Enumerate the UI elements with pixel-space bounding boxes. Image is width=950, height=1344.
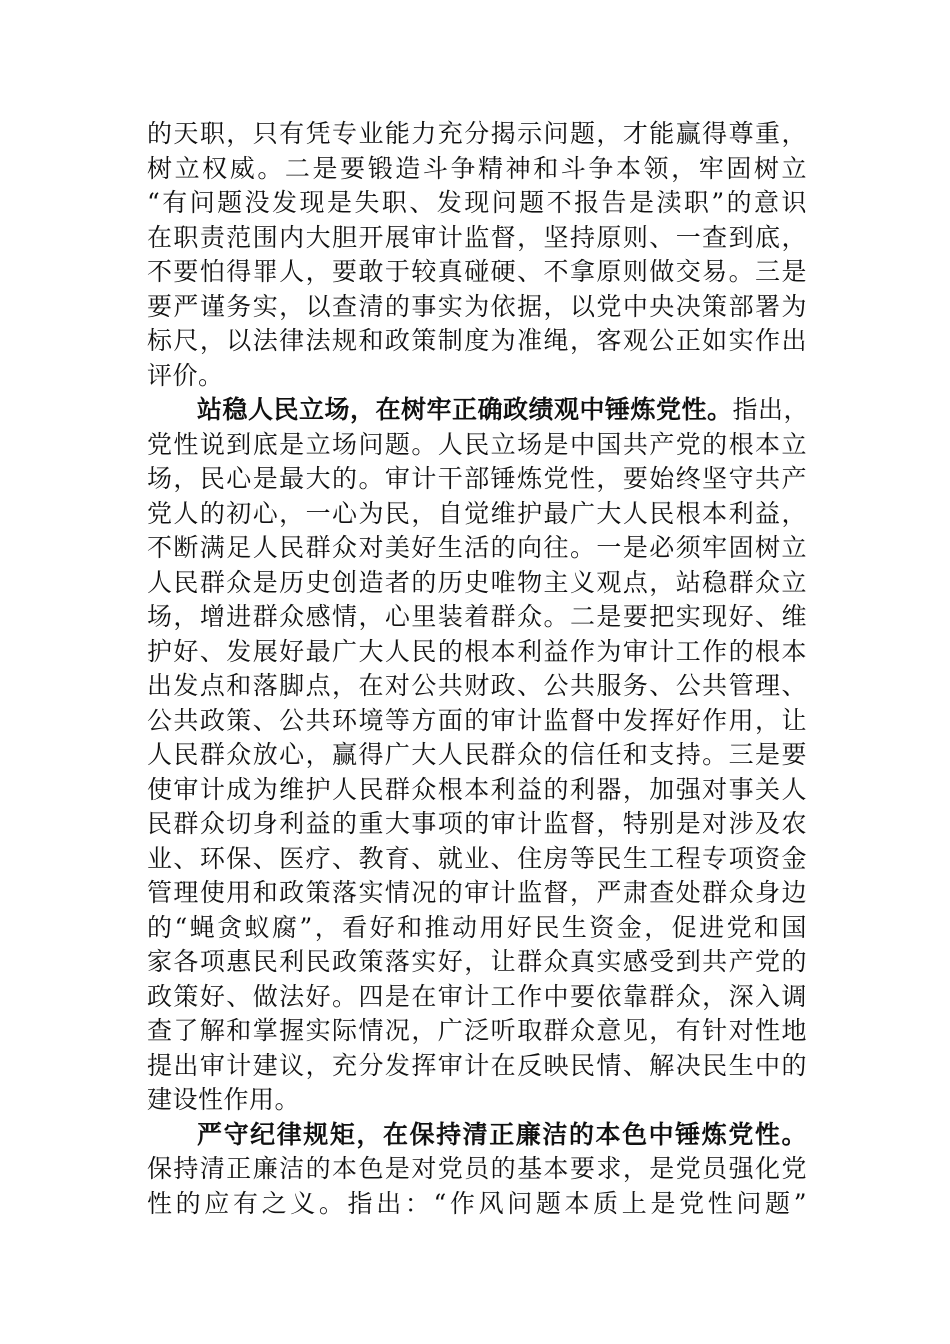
text-line: 使审计成为维护人民群众根本利益的利器，加强对事关人	[147, 774, 807, 804]
text-line: 提出审计建议，充分发挥审计在反映民情、解决民生中的	[147, 1050, 807, 1080]
text-line: 出发点和落脚点，在对公共财政、公共服务、公共管理、	[147, 671, 807, 700]
text-line: 场，增进群众感情，心里装着群众。二是要把实现好、维	[147, 602, 807, 631]
text-line: 评价。	[147, 360, 224, 390]
text-line: 树立权威。二是要锻造斗争精神和斗争本领，牢固树立	[147, 153, 807, 183]
text-line: 政策好、做法好。四是在审计工作中要依靠群众，深入调	[147, 981, 807, 1011]
text-line: “有问题没发现是失职、发现问题不报告是渎职”的意识	[147, 188, 807, 217]
text-line: 的天职，只有凭专业能力充分揭示问题，才能赢得尊重，	[147, 119, 807, 148]
text-line: 不断满足人民群众对美好生活的向往。一是必须牢固树立	[147, 533, 807, 562]
text-line: 业、环保、医疗、教育、就业、住房等民生工程专项资金	[147, 843, 807, 873]
text-line: 公共政策、公共环境等方面的审计监督中发挥好作用，让	[147, 705, 807, 735]
text-line: 在职责范围内大胆开展审计监督，坚持原则、一查到底，	[147, 222, 807, 252]
text-line: 要严谨务实，以查清的事实为依据，以党中央决策部署为	[147, 291, 807, 321]
text-line: 查了解和掌握实际情况，广泛听取群众意见，有针对性地	[147, 1016, 807, 1045]
text-line: 党性说到底是立场问题。人民立场是中国共产党的根本立	[147, 429, 807, 459]
section-heading: 站稳人民立场，在树牢正确政绩观中锤炼党性。	[197, 395, 733, 424]
section-heading: 严守纪律规矩，在保持清正廉洁的本色中锤炼党性。	[197, 1119, 807, 1149]
text-line: 人民群众是历史创造者的历史唯物主义观点，站稳群众立	[147, 567, 807, 597]
text-line: 建设性作用。	[147, 1085, 301, 1114]
text-line: 党人的初心，一心为民，自觉维护最广大人民根本利益，	[147, 498, 807, 528]
text-line: 民群众切身利益的重大事项的审计监督，特别是对涉及农	[147, 809, 807, 838]
text-line: 保持清正廉洁的本色是对党员的基本要求，是党员强化党	[147, 1154, 807, 1183]
text-line: 不要怕得罪人，要敢于较真碰硬、不拿原则做交易。三是	[147, 257, 807, 286]
text-line: 场，民心是最大的。审计干部锤炼党性，要始终坚守共产	[147, 464, 807, 493]
text-line: 管理使用和政策落实情况的审计监督，严肃查处群众身边	[147, 878, 807, 907]
text-line: 人民群众放心，赢得广大人民群众的信任和支持。三是要	[147, 740, 807, 769]
document-body	[147, 117, 810, 1221]
text-line: 护好、发展好最广大人民的根本利益作为审计工作的根本	[147, 636, 807, 666]
heading-trailing-text: 指出，	[732, 395, 810, 424]
section-heading-line	[147, 393, 810, 428]
text-line: 的“蝇贪蚁腐”，看好和推动用好民生资金，促进党和国	[147, 912, 807, 942]
section-heading-line	[147, 1118, 807, 1153]
text-line: 家各项惠民利民政策落实好，让群众真实感受到共产党的	[147, 947, 807, 976]
text-line: 性的应有之义。指出：“作风问题本质上是党性问题”	[147, 1188, 807, 1218]
text-line: 标尺，以法律法规和政策制度为准绳，客观公正如实作出	[147, 326, 807, 355]
